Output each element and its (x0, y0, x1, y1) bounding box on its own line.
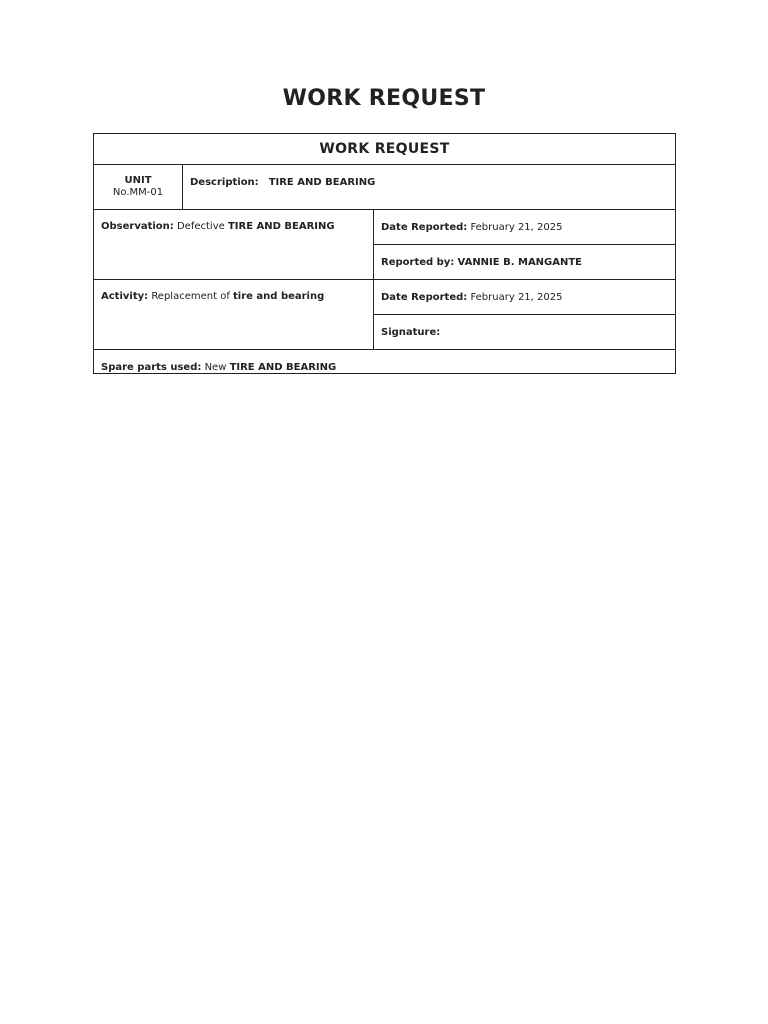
description-cell (183, 165, 676, 210)
unit-label: UNIT (124, 175, 152, 186)
signature-label: Signature: (381, 326, 441, 338)
form-header-row (94, 134, 676, 165)
activity-label: Activity: (101, 291, 149, 302)
reported-by-value: VANNIE B. MANGANTE (457, 256, 583, 268)
date-reported-value: February 21, 2025 (470, 221, 563, 233)
observation-label: Observation: (101, 221, 174, 232)
spare-parts-value: TIRE AND BEARING (229, 362, 337, 373)
activity-prefix: Replacement of (151, 291, 230, 302)
page-title: WORK REQUEST (282, 86, 486, 111)
unit-value: No.MM-01 (112, 187, 164, 198)
spare-parts-prefix: New (204, 362, 227, 373)
activity-cell (94, 280, 374, 350)
spare-parts-row (94, 350, 676, 374)
form-header: WORK REQUEST (94, 134, 676, 165)
observation-cell (94, 210, 374, 280)
activity-value: tire and bearing (233, 291, 325, 302)
spare-parts-label: Spare parts used: (101, 362, 202, 373)
reported-by-label: Reported by: (381, 256, 455, 268)
observation-row (94, 210, 676, 245)
date-reported-cell-2 (374, 280, 676, 315)
activity-row (94, 280, 676, 315)
date-reported-cell (374, 210, 676, 245)
date-reported-label-2: Date Reported: (381, 291, 468, 303)
observation-value: TIRE AND BEARING (227, 221, 335, 232)
description-value: TIRE AND BEARING (268, 176, 376, 188)
reported-by-cell (374, 245, 676, 280)
unit-cell (94, 165, 183, 210)
work-request-form (93, 133, 676, 374)
description-label: Description: (190, 176, 259, 188)
date-reported-value-2: February 21, 2025 (470, 291, 563, 303)
spare-parts-cell (94, 350, 676, 374)
signature-cell (374, 315, 676, 350)
date-reported-label: Date Reported: (381, 221, 468, 233)
observation-prefix: Defective (176, 221, 225, 232)
unit-description-row (94, 165, 676, 210)
